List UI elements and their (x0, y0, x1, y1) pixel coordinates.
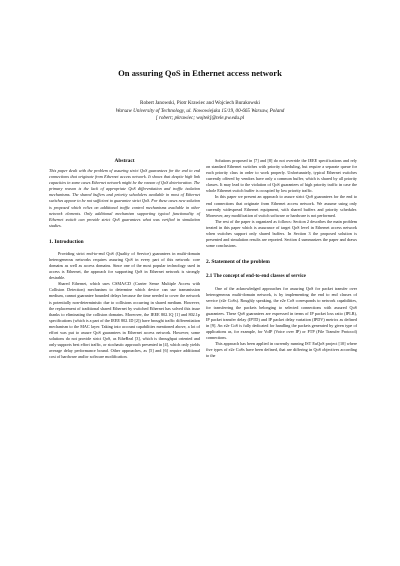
right-column (206, 158, 357, 359)
body-paragraph: This approach has been applied in currently running IST EuQoS project [10] where five types of e2e CoSs have been defined, that are differing in QoS objectives according to the (206, 341, 357, 359)
body-paragraph: In this paper we present an approach to assure strict QoS guarantees for the end to end connections that originate from Ethernet access network. We assume using only currently widespread Ethernet equipment, with shared buffers and priority scheduler. Moreover, any modification of switch software or hardware is not performed. (206, 194, 357, 218)
body-paragraph: The rest of the paper is organized as follows: Section 2 describes the main problem treated in this paper which is assurance of target QoS level in Ethernet access network when switches support only shared buffers. In Section 3 the proposed solution is presented and simulation results are reported. Section 4 summarizes the paper and draws some conclusions. (206, 218, 357, 249)
abstract-heading: Abstract (114, 158, 135, 164)
section-heading-statement: 2. Statement of the problem (206, 259, 270, 266)
authors: Robert Janowski, Piotr Krawiec and Wojciech Burakowski (140, 100, 260, 106)
paper-title: On assuring QoS in Ethernet access network (118, 68, 282, 78)
intro-paragraph: Providing strict end-to-end QoS (Quality of Service) guarantees in multi-domain heterogeneous networks requires assuring QoS in every part of this network: core domains as well as access domains. Since one of the most popular technology used in access is Ethernet, the approach for supporting QoS in Ethernet network is strongly desirable. (49, 250, 200, 281)
section-heading-introduction: 1. Introduction (49, 238, 84, 245)
emails: [ robert; pkrawiec; wojtek]@tele.pw.edu.pl (155, 115, 245, 122)
affiliation: Warsaw University of Technology, ul. Nowowiejska 15/19, 00-665 Warsaw, Poland (115, 107, 285, 114)
author-block (0, 100, 400, 123)
intro-paragraph: Shared Ethernet, which uses CSMA/CD (Carrier Sense Multiple Access with Collision Detection) mechanism to determine which device can use transmission medium, cannot guarantee bounded delays because the time needed to cover the network is potentially non-deterministic due to collisions occurring in shared medium. However, the replacement of traditional shared Ethernet by switched Ethernet has solved this issue thanks to eliminating the collision domains. Moreover, the IEEE 802.1Q [1] and 802.1p specifications (which is a part of the IEEE 802.1D [2]) have brought traffic differentiation mechanism to the MAC layer. Taking into account capabilities mentioned above, a lot of effort was put to assure QoS guarantees in Ethernet access network. However, some solutions do not provide strict QoS, as EtheReal [3], which is throughput oriented and only supports best effort traffic, or stochastic approach presented in [4], which only yields average delay performance bound. Other approaches, as [5] and [6] require additional cost of hardware and/or software modification. (49, 281, 200, 360)
left-column (49, 158, 200, 360)
body-paragraph: Solutions proposed in [7] and [8] do not override the IEEE specifications and rely on standard Ethernet switches with priority scheduling, but require a separate queue for each priority class in order to work properly. Unfortunately, typical Ethernet switches currently offered by vendors have only a common buffer, which is shared by all priority classes. It may lead to the violation of QoS guarantees of high priority traffic in case the whole Ethernet switch buffer is occupied by low priority traffic. (206, 158, 357, 194)
subsection-heading: 2.1 The concept of end-to-end classes of service (206, 274, 306, 280)
body-paragraph: One of the acknowledged approaches for assuring QoS for packet transfer over heterogeneous multi-domain network, is by implementing the end to end classes of service (e2e CoSs). Roughly speaking, the e2e CoS corresponds to network capabilities, for transferring the packets belonging to selected connections with assured QoS guarantees. These QoS guarantees are expressed in terms of IP packet loss ratio (IPLR), IP packet transfer delay (IPTD) and IP packet delay variation (IPDV) metrics as defined in [9]. An e2e CoS is fully dedicated for handling the packets generated by given type of applications as, for example, for VoIP (Voice over IP) or FTP (File Transfer Protocol) connections. (206, 286, 357, 340)
abstract-text: This paper dealt with the problem of assuring strict QoS guarantees for the end to end connections that originate from Ethernet access network. It shows that despite high link capacities in some cases Ethernet network might be the reason of QoS deterioration. The primary reason is the lack of appropriate QoS differentiation and traffic isolation mechanisms. The shared buffers and priority schedulers available in most of Ethernet switches appear to be not sufficient to guarantee strict QoS. For these cases new solution is proposed which relies on additional traffic control mechanisms available in other network elements. Only additional mechanism supporting typical functionality of Ethernet switch can provide strict QoS guarantees what was verified in simulation studies. (49, 168, 200, 228)
